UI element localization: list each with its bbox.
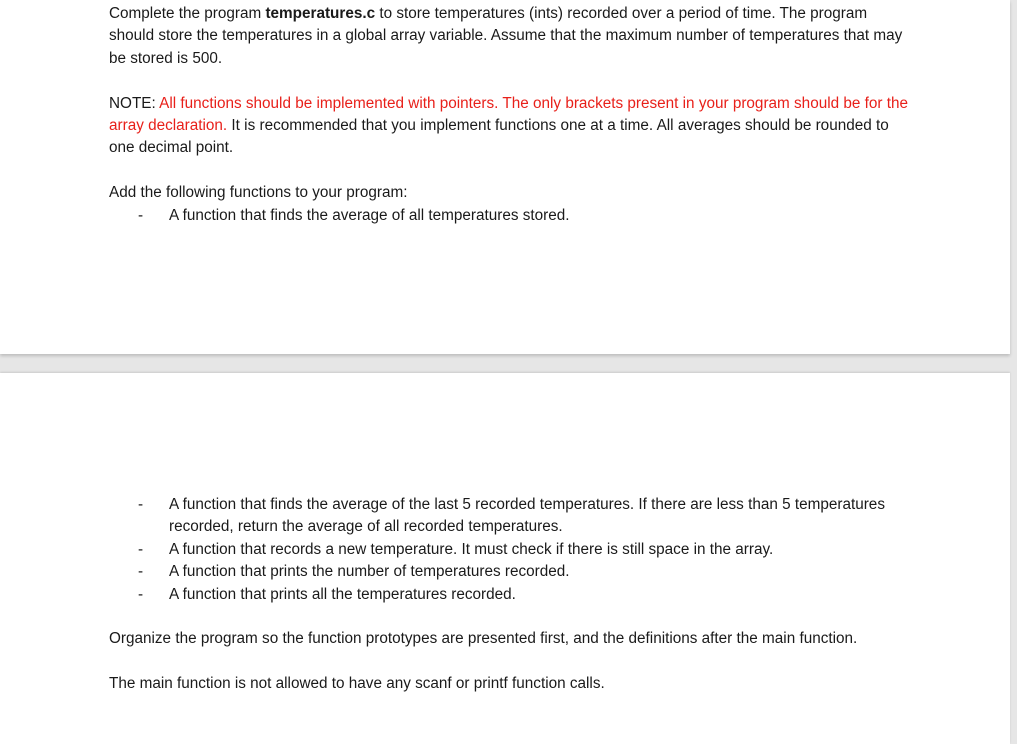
paragraph-spacer <box>109 70 915 92</box>
document-page-2 <box>0 373 1010 744</box>
main-rule-paragraph: The main function is not allowed to have any scanf or printf function calls. <box>109 675 605 693</box>
page-1-content <box>109 3 915 227</box>
paragraph-spacer <box>109 651 915 673</box>
page-2-content <box>109 494 915 696</box>
intro-paragraph <box>109 3 915 70</box>
program-filename: temperatures.c <box>265 5 376 22</box>
organize-paragraph: Organize the program so the function prototypes are presented first, and the definitions after the main function. <box>109 630 858 648</box>
paragraph-spacer <box>109 160 915 182</box>
note-paragraph <box>109 93 915 160</box>
paragraph-spacer <box>109 606 915 628</box>
function-list-page-1 <box>109 205 915 227</box>
functions-heading: Add the following functions to your program: <box>109 184 408 202</box>
note-label: NOTE: <box>109 94 160 112</box>
function-item-average-all: - A function that finds the average of all temperatures stored. <box>169 205 915 227</box>
intro-text-end: to store temperatures (ints) recorded over a period of time. The program should store the temperatures in a global array variable. Assume that the maximum number of temperatures that may be stored is 500. <box>109 5 903 67</box>
function-item-print-count: - A function that prints the number of temperatures recorded. <box>169 561 915 583</box>
function-item-average-last-five: - A function that finds the average of the last 5 recorded temperatures. If there are less than 5 temperatures recorded, return the average of all recorded temperatures. <box>169 494 915 539</box>
document-page-1 <box>0 0 1010 354</box>
function-item-record-temperature: - A function that records a new temperature. It must check if there is still space in the array. <box>169 539 915 561</box>
note-recommendation: It is recommended that you implement functions one at a time. All averages should be rounded to one decimal point. <box>109 117 889 157</box>
function-item-print-all: - A function that prints all the temperatures recorded. <box>169 584 915 606</box>
note-bracket-requirement: The only brackets present in your program should be for the array declaration. <box>109 94 908 135</box>
function-list-page-2 <box>109 494 915 606</box>
note-pointer-requirement: All functions should be implemented with pointers. <box>159 94 499 112</box>
intro-text-start: Complete the program <box>109 5 266 22</box>
